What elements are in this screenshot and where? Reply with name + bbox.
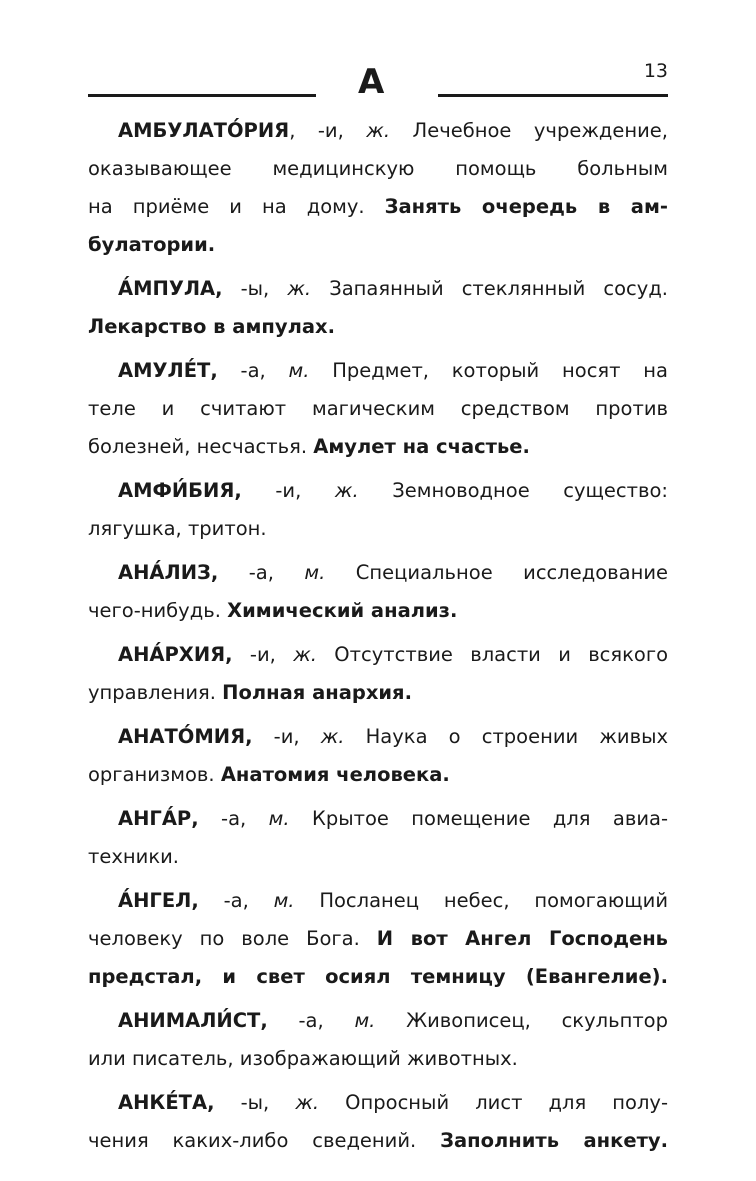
entry-line: [88, 390, 668, 428]
grammar-gender: м.: [354, 1009, 376, 1032]
definition: болезней, несчастья.: [88, 435, 308, 458]
section-letter: А: [358, 62, 385, 102]
definition: Живописец, скульптор: [406, 1009, 668, 1032]
entry-line: [88, 674, 668, 712]
definition: управления.: [88, 681, 216, 704]
grammar-gender: м.: [273, 889, 295, 912]
headword: АМБУЛАТО́РИЯ: [118, 119, 290, 142]
dictionary-entry: [88, 554, 668, 630]
entry-line: [88, 920, 668, 958]
usage-example: Заполнить анкету.: [440, 1129, 668, 1152]
header-rule-right: [438, 94, 668, 97]
definition: Земноводное существо:: [392, 479, 668, 502]
grammar-gender: м.: [268, 807, 290, 830]
dictionary-entry: [88, 636, 668, 712]
headword: АМУЛЕ́Т,: [118, 359, 218, 382]
page-header: [88, 60, 668, 104]
entry-line: [88, 188, 668, 226]
entry-line: [88, 1040, 668, 1078]
grammar-ending: -и,: [317, 119, 344, 142]
grammar-ending: -и,: [249, 643, 276, 666]
grammar-gender: ж.: [287, 277, 312, 300]
usage-example: Амулет на счастье.: [313, 435, 530, 458]
definition: Отсутствие власти и всякого: [334, 643, 668, 666]
usage-example: булатории.: [88, 233, 216, 256]
entry-line: [88, 1084, 668, 1122]
definition: Специальное исследование: [355, 561, 668, 584]
entry-line: [88, 592, 668, 630]
usage-example: Занять очередь в ам-: [384, 195, 668, 218]
definition: Запаянный стеклянный сосуд.: [329, 277, 668, 300]
headword: АНИМАЛИ́СТ,: [118, 1009, 268, 1032]
grammar-ending: -и,: [275, 479, 302, 502]
grammar-ending: -а,: [248, 561, 274, 584]
definition: человеку по воле Бога.: [88, 927, 360, 950]
entry-line: [88, 554, 668, 592]
definition: Предмет, который носят на: [332, 359, 668, 382]
dictionary-entry: [88, 270, 668, 346]
usage-example: Полная анархия.: [222, 681, 412, 704]
headword: А́НГЕЛ,: [118, 889, 199, 912]
grammar-ending: -а,: [221, 807, 247, 830]
entry-line: [88, 800, 668, 838]
grammar-gender: ж.: [366, 119, 391, 142]
grammar-ending: -а,: [240, 359, 266, 382]
grammar-gender: ж.: [320, 725, 345, 748]
entry-line: [88, 308, 668, 346]
definition: теле и считают магическим средством против: [88, 397, 668, 420]
entry-line: [88, 1122, 668, 1160]
entry-line: [88, 472, 668, 510]
grammar-gender: м.: [288, 359, 310, 382]
definition: на приёме и на дому.: [88, 195, 365, 218]
usage-example: Химический анализ.: [227, 599, 458, 622]
grammar-ending: -ы,: [240, 1091, 270, 1114]
grammar-ending: -а,: [298, 1009, 324, 1032]
entry-line: [88, 510, 668, 548]
dictionary-entry: [88, 472, 668, 548]
page-number: 13: [643, 60, 668, 82]
usage-example: предстал, и свет осиял темницу (Евангелие).: [88, 965, 668, 988]
dictionary-entry: [88, 352, 668, 466]
usage-example: Лекарство в ампулах.: [88, 315, 335, 338]
headword: АНГА́Р,: [118, 807, 199, 830]
definition: Лечебное учреждение,: [412, 119, 668, 142]
dictionary-entry: [88, 718, 668, 794]
dictionary-entry: [88, 112, 668, 264]
entry-line: [88, 352, 668, 390]
grammar-ending: -а,: [223, 889, 249, 912]
definition: чего-нибудь.: [88, 599, 221, 622]
entry-line: [88, 226, 668, 264]
grammar-gender: ж.: [293, 643, 317, 666]
definition: техники.: [88, 845, 179, 868]
headword: АНА́ЛИЗ,: [118, 561, 219, 584]
usage-example: Анатомия человека.: [220, 763, 450, 786]
headword: АНАТО́МИЯ,: [118, 725, 253, 748]
dictionary-entries: [88, 112, 668, 1166]
definition: лягушка, тритон.: [88, 517, 267, 540]
entry-line: [88, 718, 668, 756]
dictionary-entry: [88, 800, 668, 876]
definition: организмов.: [88, 763, 215, 786]
definition: Опросный лист для полу-: [345, 1091, 668, 1114]
definition: чения каких-либо сведений.: [88, 1129, 417, 1152]
headword: А́МПУЛА,: [118, 277, 223, 300]
grammar-gender: ж.: [334, 479, 359, 502]
definition: Наука о строении живых: [365, 725, 668, 748]
dictionary-entry: [88, 1084, 668, 1160]
entry-line: АМБУЛАТО́РИЯ, -и, ж. Лечебное учреждение,: [118, 119, 668, 142]
entry-line: [88, 1002, 668, 1040]
dictionary-entry: [88, 1002, 668, 1078]
definition: оказывающее медицинскую помощь больным: [88, 157, 668, 180]
headword: АМФИ́БИЯ,: [118, 479, 242, 502]
entry-line: [88, 636, 668, 674]
definition: Посланец небес, помогающий: [319, 889, 668, 912]
grammar-ending: -и,: [273, 725, 300, 748]
grammar-ending: -ы,: [240, 277, 270, 300]
entry-line: [88, 838, 668, 876]
dictionary-entry: [88, 882, 668, 996]
entry-line: [88, 756, 668, 794]
entry-line: [88, 150, 668, 188]
headword: АНА́РХИЯ,: [118, 643, 233, 666]
definition: или писатель, изображающий животных.: [88, 1047, 518, 1070]
entry-line: [88, 270, 668, 308]
entry-line: [88, 958, 668, 996]
entry-line: [88, 428, 668, 466]
definition: Крытое помещение для авиа-: [311, 807, 668, 830]
usage-example: И вот Ангел Господень: [376, 927, 668, 950]
grammar-gender: ж.: [295, 1091, 320, 1114]
header-rule-left: [88, 94, 316, 97]
headword: АНКЕ́ТА,: [118, 1091, 215, 1114]
grammar-gender: м.: [304, 561, 326, 584]
entry-line: [88, 882, 668, 920]
